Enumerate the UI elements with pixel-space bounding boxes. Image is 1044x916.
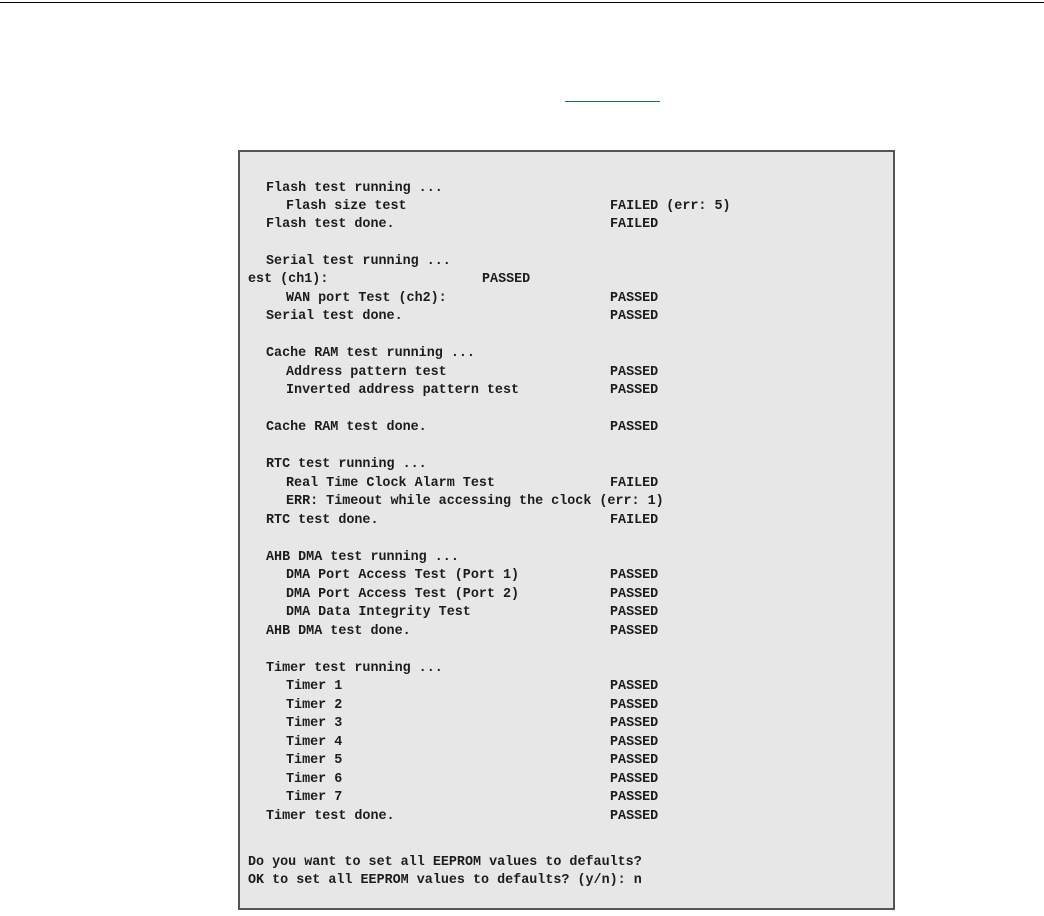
- line-label: Cache RAM test done.: [266, 420, 427, 435]
- line-status: PASSED: [610, 735, 659, 750]
- line-label: DMA Port Access Test (Port 1): [286, 568, 520, 583]
- line-status: PASSED: [610, 309, 659, 324]
- line-status: PASSED: [610, 809, 659, 824]
- line-status: PASSED: [610, 753, 659, 768]
- line-status: PASSED: [610, 772, 659, 787]
- line-label: DMA Port Access Test (Port 2): [286, 587, 520, 602]
- line-label: Cache RAM test running ...: [266, 346, 475, 361]
- line-label: Timer 1: [286, 679, 343, 694]
- line-label: Timer test done.: [266, 809, 395, 824]
- line-label: Flash size test: [286, 199, 407, 214]
- link-underline[interactable]: [565, 101, 660, 102]
- line-status: PASSED: [610, 420, 659, 435]
- line-label: DMA Data Integrity Test: [286, 605, 471, 620]
- line-label: Timer 5: [286, 753, 343, 768]
- line-status: PASSED: [482, 272, 531, 287]
- line-status: PASSED: [610, 568, 659, 583]
- line-label: AHB DMA test running ...: [266, 550, 459, 565]
- line-status: FAILED: [610, 217, 659, 232]
- line-status: PASSED: [610, 624, 659, 639]
- line-label: Timer test running ...: [266, 661, 443, 676]
- line-label: Flash test done.: [266, 217, 395, 232]
- line-status: PASSED: [610, 698, 659, 713]
- line-label: WAN port Test (ch2):: [286, 291, 447, 306]
- line-label: Timer 7: [286, 790, 343, 805]
- line-label: est (ch1):: [248, 272, 329, 287]
- line-label: Serial test done.: [266, 309, 403, 324]
- line-label: Address pattern test: [286, 365, 447, 380]
- line-status: PASSED: [610, 679, 659, 694]
- line-label: Timer 4: [286, 735, 343, 750]
- line-status: PASSED: [610, 790, 659, 805]
- line-status: FAILED (err: 5): [610, 199, 731, 214]
- line-status: PASSED: [610, 716, 659, 731]
- line-label: ERR: Timeout while accessing the clock (err: 1): [286, 494, 664, 509]
- top-rule: [0, 2, 1044, 3]
- line-label: Serial test running ...: [266, 254, 451, 269]
- line-label: AHB DMA test done.: [266, 624, 411, 639]
- line-status: FAILED: [610, 513, 659, 528]
- line-status: PASSED: [610, 605, 659, 620]
- line-label: Real Time Clock Alarm Test: [286, 476, 495, 491]
- line-status: PASSED: [610, 365, 659, 380]
- terminal-output: [238, 150, 895, 910]
- line-status: PASSED: [610, 291, 659, 306]
- line-label: Timer 6: [286, 772, 343, 787]
- line-label: RTC test done.: [266, 513, 379, 528]
- line-label: Flash test running ...: [266, 181, 443, 196]
- line-label: Inverted address pattern test: [286, 383, 520, 398]
- line-label: Do you want to set all EEPROM values to defaults?: [248, 855, 642, 870]
- line-status: PASSED: [610, 383, 659, 398]
- line-status: FAILED: [610, 476, 659, 491]
- line-status: PASSED: [610, 587, 659, 602]
- line-label: Timer 2: [286, 698, 343, 713]
- line-label: OK to set all EEPROM values to defaults? (y/n): n: [248, 873, 642, 888]
- line-label: Timer 3: [286, 716, 343, 731]
- line-label: RTC test running ...: [266, 457, 427, 472]
